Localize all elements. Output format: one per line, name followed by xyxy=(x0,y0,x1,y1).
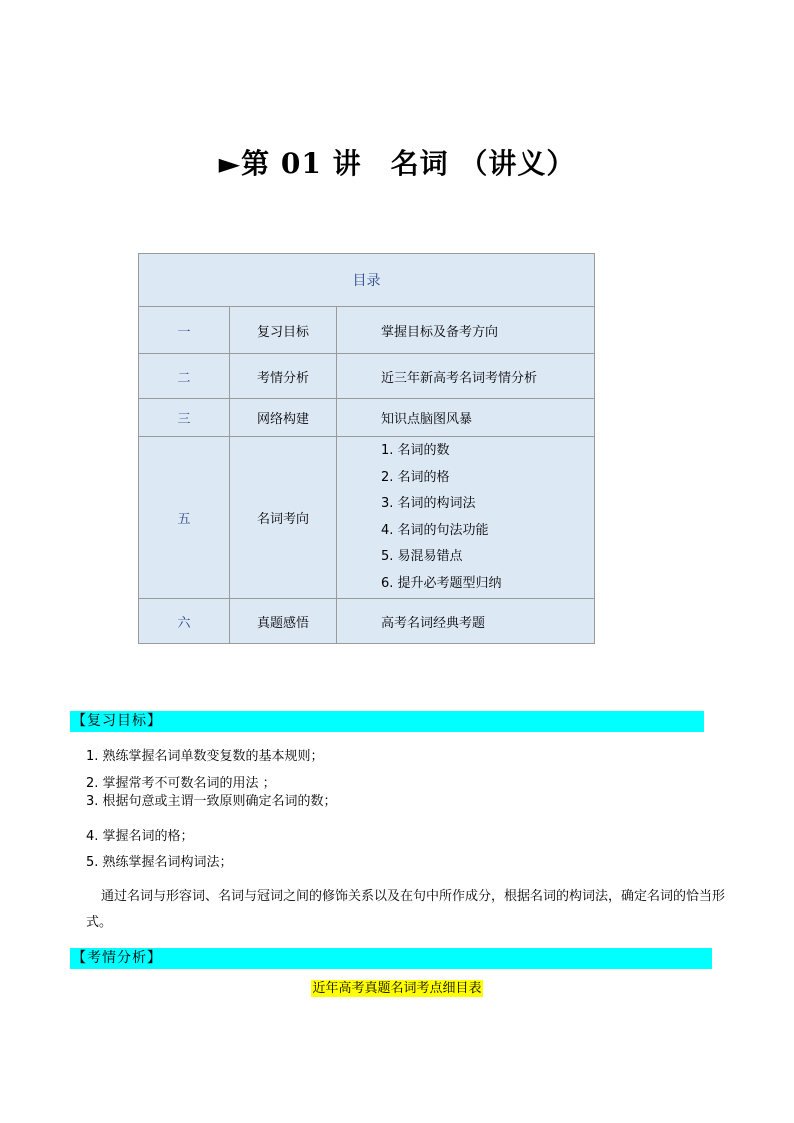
toc-table xyxy=(138,253,595,644)
toc-row xyxy=(139,599,595,644)
toc-row-name: 网络构建 xyxy=(230,399,337,437)
list-item: 4. 掌握名词的格； xyxy=(86,829,194,844)
toc-subitem: 2. 名词的格 xyxy=(381,469,450,485)
toc-row-desc: 高考名词经典考题 xyxy=(337,599,595,644)
review-goals-heading: 【复习目标】 xyxy=(70,711,704,732)
toc-row-number: 三 xyxy=(139,399,230,437)
toc-row-name: 考情分析 xyxy=(230,354,337,399)
list-item: 2. 掌握常考不可数名词的用法 ； xyxy=(86,776,276,791)
toc-row-desc: 掌握目标及备考方向 xyxy=(337,307,595,354)
toc-subitem: 4. 名词的句法功能 xyxy=(381,522,489,538)
toc-row-desc: 近三年新高考名词考情分析 xyxy=(337,354,595,399)
toc-row xyxy=(139,437,595,599)
list-item: 5. 熟练掌握名词构词法； xyxy=(86,855,233,870)
toc-subitems xyxy=(337,437,595,599)
review-paragraph-text: 通过名词与形容词、名词与冠词之间的修饰关系以及在句中所作成分，根据名词的构词法，确定名词的恰当形式。 xyxy=(86,889,726,930)
toc-row-number: 一 xyxy=(139,307,230,354)
toc-row xyxy=(139,354,595,399)
toc-subitem: 3. 名词的构词法 xyxy=(381,496,476,511)
highlighted-caption: 近年高考真题名词考点细目表 xyxy=(312,981,482,996)
toc-row xyxy=(139,307,595,354)
toc-row-number: 五 xyxy=(139,437,230,599)
toc-row-name: 复习目标 xyxy=(230,307,337,354)
toc-row-name: 名词考向 xyxy=(230,437,337,599)
exam-analysis-heading: 【考情分析】 xyxy=(70,948,712,969)
toc-row xyxy=(139,399,595,437)
review-paragraph xyxy=(86,884,726,936)
toc-header: 目录 xyxy=(139,254,595,307)
list-item: 3. 根据句意或主谓一致原则确定名词的数； xyxy=(86,794,337,809)
toc-row-desc: 知识点脑图风暴 xyxy=(337,399,595,437)
exam-table-caption xyxy=(0,977,794,996)
toc-subitem: 5. 易混易错点 xyxy=(381,549,463,564)
list-item: 1. 熟练掌握名词单数变复数的基本规则； xyxy=(86,749,324,764)
toc-subitem: 6. 提升必考题型归纳 xyxy=(381,575,502,591)
toc-row-number: 六 xyxy=(139,599,230,644)
toc-row-number: 二 xyxy=(139,354,230,399)
toc-row-name: 真题感悟 xyxy=(230,599,337,644)
page-title: ►第 01 讲 名词 （讲义） xyxy=(218,147,576,180)
toc-subitem: 1. 名词的数 xyxy=(381,443,450,458)
